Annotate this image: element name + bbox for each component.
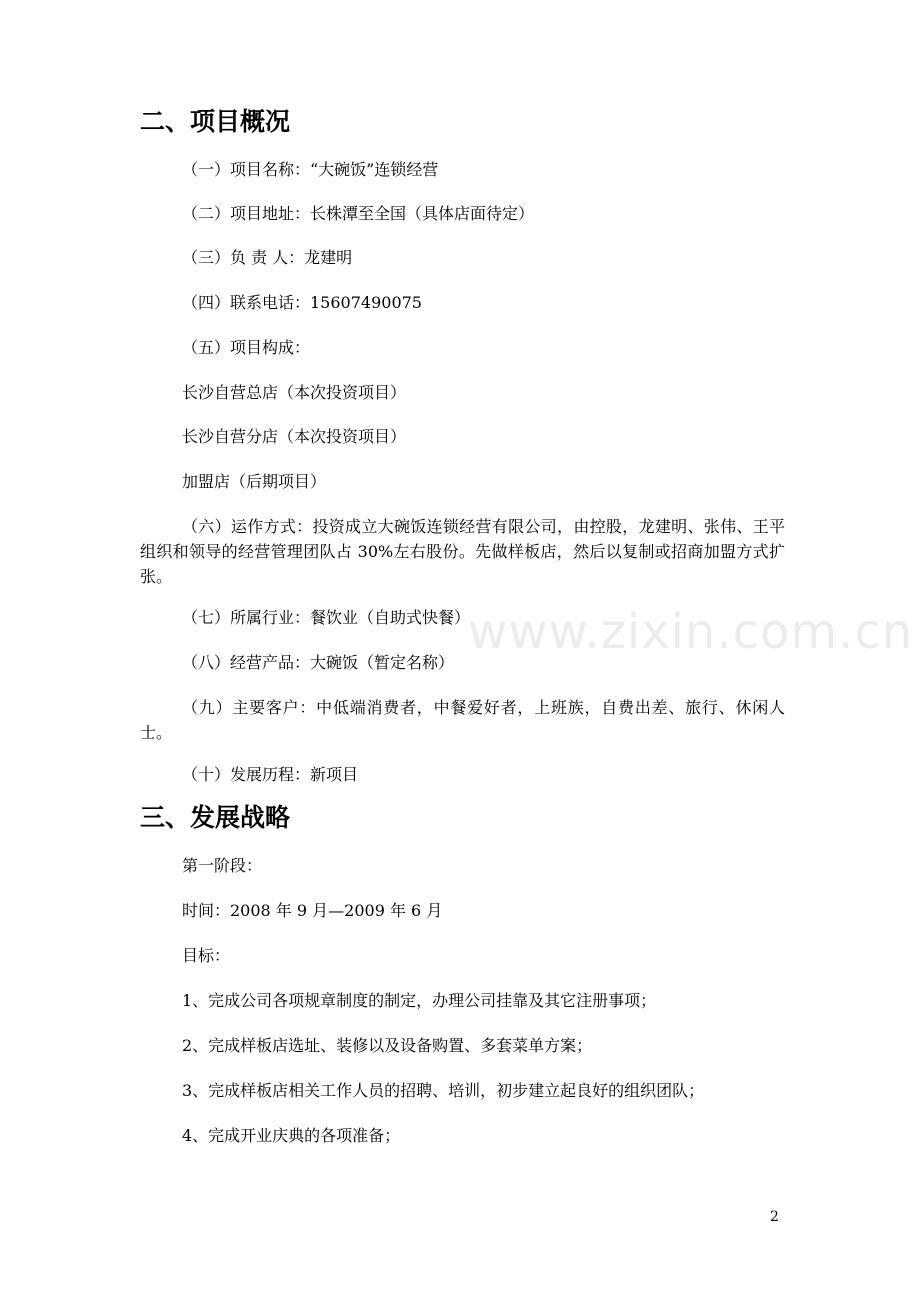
item-product: （八）经营产品：大碗饭（暂定名称） bbox=[182, 653, 455, 672]
item-goal-2: 2、完成样板店选址、装修以及设备购置、多套菜单方案； bbox=[182, 1036, 593, 1055]
item-industry: （七）所属行业：餐饮业（自助式快餐） bbox=[182, 608, 471, 627]
item-franchise-store: 加盟店（后期项目） bbox=[182, 472, 327, 491]
item-phase-one: 第一阶段： bbox=[182, 856, 263, 875]
item-goal-1: 1、完成公司各项规章制度的制定，办理公司挂靠及其它注册事项； bbox=[182, 991, 657, 1010]
watermark: www.zixin.com.cn bbox=[468, 604, 914, 660]
item-person-in-charge: （三）负 责 人：龙建明 bbox=[182, 248, 353, 267]
item-operation-mode: （六）运作方式：投资成立大碗饭连锁经营有限公司，由控股，龙建明、张伟、王平组织和领导的经营管理团队占 30%左右股份。先做样板店，然后以复制或招商加盟方式扩张。 bbox=[140, 517, 785, 586]
item-phase-goal: 目标： bbox=[182, 946, 231, 965]
section-title-project-overview: 二、项目概况 bbox=[140, 107, 291, 136]
item-goal-3: 3、完成样板店相关工作人员的招聘、培训，初步建立起良好的组织团队； bbox=[182, 1081, 705, 1100]
item-project-name: （一）项目名称：“大碗饭”连锁经营 bbox=[182, 160, 439, 179]
item-development-history: （十）发展历程：新项目 bbox=[182, 765, 359, 784]
item-project-composition: （五）项目构成： bbox=[182, 338, 311, 357]
item-project-address: （二）项目地址：长株潭至全国（具体店面待定） bbox=[182, 204, 535, 223]
item-head-store: 长沙自营总店（本次投资项目） bbox=[182, 383, 407, 402]
section-title-development-strategy: 三、发展战略 bbox=[140, 803, 291, 832]
item-contact-phone: （四）联系电话：15607490075 bbox=[182, 293, 422, 312]
item-main-customers: （九）主要客户：中低端消费者，中餐爱好者，上班族，自费出差、旅行、休闲人士。 bbox=[140, 698, 785, 742]
page-number: 2 bbox=[770, 1209, 779, 1225]
item-branch-store: 长沙自营分店（本次投资项目） bbox=[182, 427, 407, 446]
item-goal-4: 4、完成开业庆典的各项准备； bbox=[182, 1126, 401, 1145]
item-phase-time: 时间：2008 年 9 月—2009 年 6 月 bbox=[182, 901, 443, 920]
